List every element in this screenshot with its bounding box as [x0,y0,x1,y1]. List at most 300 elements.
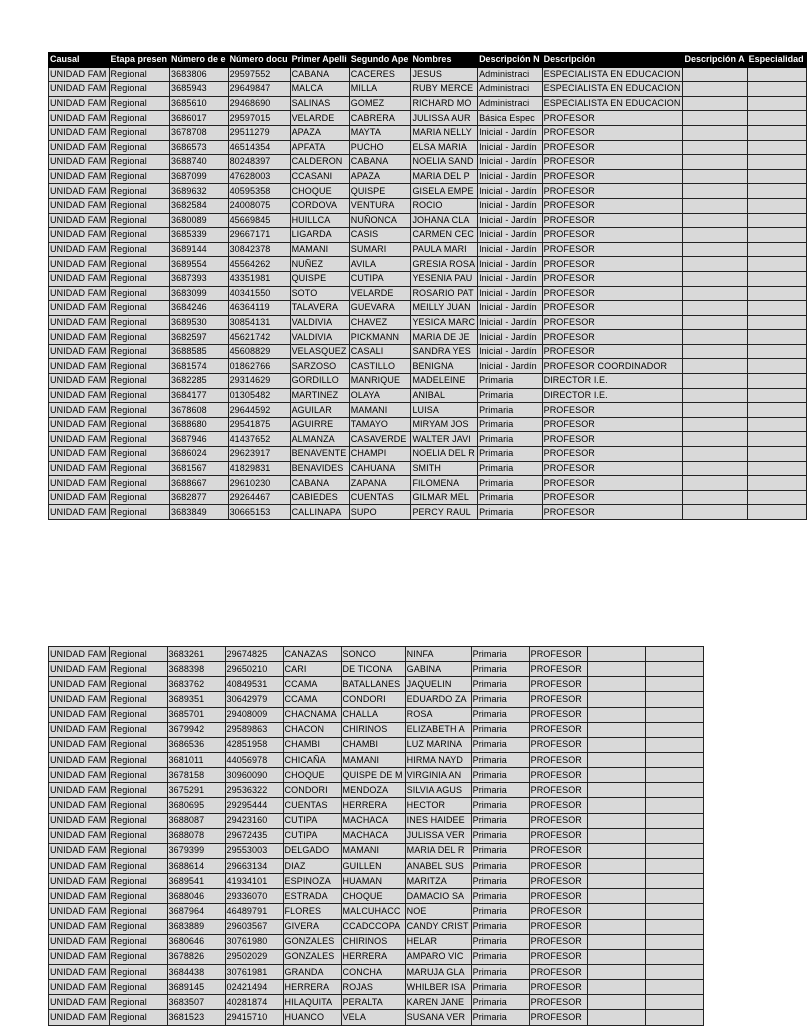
table-cell[interactable]: UNIDAD FAM [49,344,110,359]
table-cell[interactable] [683,228,747,243]
table-cell[interactable]: OLAYA [349,388,411,403]
table-cell[interactable] [747,140,806,155]
table-cell[interactable]: Primaria [471,813,529,828]
table-cell[interactable] [645,813,703,828]
table-cell[interactable]: GRANDA [283,964,341,979]
table-cell[interactable] [683,315,747,330]
table-cell[interactable]: UNIDAD FAM [49,125,110,140]
table-cell[interactable]: MAMANI [341,843,405,858]
table-cell[interactable]: Inicial - Jardín [478,213,543,228]
table-cell[interactable]: 41829831 [228,461,290,476]
table-cell[interactable]: CANAZAS [283,647,341,662]
table-cell[interactable] [683,461,747,476]
table-cell[interactable]: MEILLY JUAN [411,301,478,316]
table-cell[interactable]: Regional [109,828,167,843]
table-cell[interactable]: Regional [109,169,170,184]
table-cell[interactable]: UNIDAD FAM [49,169,110,184]
table-cell[interactable]: 01862766 [228,359,290,374]
table-cell[interactable]: YESICA MARC [411,315,478,330]
table-cell[interactable]: RUBY MERCE [411,82,478,97]
table-cell[interactable] [683,213,747,228]
table-cell[interactable] [683,374,747,389]
table-cell[interactable] [645,677,703,692]
table-cell[interactable] [645,949,703,964]
table-cell[interactable]: UNIDAD FAM [49,889,110,904]
column-header[interactable]: Descripción A [683,53,747,68]
table-cell[interactable]: PROFESOR [529,798,587,813]
table-cell[interactable] [747,67,806,82]
table-cell[interactable]: CASAVERDE [349,432,411,447]
table-cell[interactable]: Inicial - Jardín [478,315,543,330]
table-cell[interactable]: Regional [109,67,170,82]
table-cell[interactable]: 29597552 [228,67,290,82]
column-header[interactable]: Número docu [228,53,290,68]
table-cell[interactable]: 30960090 [225,768,283,783]
table-cell[interactable]: 29541875 [228,417,290,432]
table-cell[interactable]: 3685943 [170,82,229,97]
table-cell[interactable]: UNIDAD FAM [49,155,110,170]
table-cell[interactable]: PROFESOR [529,707,587,722]
table-cell[interactable]: Regional [109,662,167,677]
table-cell[interactable]: KAREN JANE [405,995,471,1010]
table-cell[interactable]: VALDIVIA [290,315,349,330]
table-cell[interactable]: CHACON [283,722,341,737]
table-cell[interactable]: QUISPE DE M [341,768,405,783]
table-cell[interactable] [683,140,747,155]
table-cell[interactable]: 24008075 [228,198,290,213]
table-cell[interactable]: Primaria [478,476,543,491]
table-cell[interactable]: JAQUELIN [405,677,471,692]
table-cell[interactable]: Inicial - Jardín [478,271,543,286]
table-cell[interactable]: TAMAYO [349,417,411,432]
table-cell[interactable]: Regional [109,447,170,462]
table-cell[interactable]: AMPARO VIC [405,949,471,964]
table-cell[interactable]: 29623917 [228,447,290,462]
table-cell[interactable]: UNIDAD FAM [49,140,110,155]
table-cell[interactable] [587,1010,645,1025]
table-cell[interactable]: Administraci [478,67,543,82]
table-cell[interactable]: PROFESOR [529,980,587,995]
table-cell[interactable]: 3682285 [170,374,229,389]
table-cell[interactable] [683,403,747,418]
table-cell[interactable] [645,737,703,752]
table-cell[interactable]: PROFESOR [529,964,587,979]
table-cell[interactable]: 44056978 [225,752,283,767]
table-cell[interactable]: Básica Espec [478,111,543,126]
table-cell[interactable]: PROFESOR [542,286,683,301]
table-cell[interactable]: MALCA [290,82,349,97]
table-cell[interactable]: 3689145 [167,980,225,995]
table-cell[interactable]: DE TICONA [341,662,405,677]
table-cell[interactable]: APAZA [349,169,411,184]
table-cell[interactable]: DIAZ [283,858,341,873]
table-cell[interactable]: ROSARIO PAT [411,286,478,301]
table-cell[interactable]: ESPECIALISTA EN EDUCACION [542,82,683,97]
table-cell[interactable]: Administraci [478,82,543,97]
table-cell[interactable]: Regional [109,155,170,170]
table-cell[interactable]: Regional [109,677,167,692]
table-cell[interactable]: 3685610 [170,96,229,111]
table-cell[interactable]: 3689541 [167,874,225,889]
table-cell[interactable]: UNIDAD FAM [49,111,110,126]
table-cell[interactable]: Primaria [471,934,529,949]
table-cell[interactable]: ROJAS [341,980,405,995]
table-cell[interactable] [587,964,645,979]
table-cell[interactable]: CABANA [290,476,349,491]
table-cell[interactable] [683,257,747,272]
table-cell[interactable]: HUILLCA [290,213,349,228]
table-cell[interactable] [747,374,806,389]
table-cell[interactable]: 3689530 [170,315,229,330]
table-cell[interactable]: DAMACIO SA [405,889,471,904]
table-cell[interactable] [587,980,645,995]
table-cell[interactable]: UNIDAD FAM [49,919,110,934]
table-cell[interactable]: UNIDAD FAM [49,461,110,476]
table-cell[interactable]: Primaria [471,980,529,995]
table-cell[interactable]: 29650210 [225,662,283,677]
table-cell[interactable]: VELARDE [349,286,411,301]
table-cell[interactable]: BENAVIDES [290,461,349,476]
table-cell[interactable]: AGUIRRE [290,417,349,432]
table-cell[interactable] [747,432,806,447]
table-cell[interactable]: HIRMA NAYD [405,752,471,767]
table-cell[interactable]: UNIDAD FAM [49,874,110,889]
table-cell[interactable]: Primaria [471,964,529,979]
table-cell[interactable] [587,813,645,828]
table-cell[interactable]: 45621742 [228,330,290,345]
table-cell[interactable]: Regional [109,374,170,389]
table-cell[interactable] [683,359,747,374]
table-cell[interactable] [587,919,645,934]
table-cell[interactable]: PROFESOR [542,490,683,505]
table-cell[interactable]: CASALI [349,344,411,359]
table-cell[interactable] [587,798,645,813]
table-cell[interactable]: 29536322 [225,783,283,798]
table-cell[interactable]: 3688398 [167,662,225,677]
table-cell[interactable]: 3689144 [170,242,229,257]
table-cell[interactable]: UNIDAD FAM [49,798,110,813]
table-cell[interactable]: 3682584 [170,198,229,213]
table-cell[interactable]: Primaria [471,889,529,904]
table-cell[interactable]: UNIDAD FAM [49,432,110,447]
table-cell[interactable]: PROFESOR [529,874,587,889]
column-header[interactable]: Segundo Ape [349,53,411,68]
table-cell[interactable]: PROFESOR [529,677,587,692]
table-cell[interactable]: Primaria [471,783,529,798]
table-cell[interactable]: JULISSA VER [405,828,471,843]
table-cell[interactable]: 3678158 [167,768,225,783]
table-cell[interactable]: Primaria [478,447,543,462]
table-cell[interactable]: CHIRINOS [341,934,405,949]
table-cell[interactable]: Regional [109,198,170,213]
table-cell[interactable]: PROFESOR [529,722,587,737]
table-cell[interactable]: 3686017 [170,111,229,126]
table-cell[interactable]: 30842378 [228,242,290,257]
table-cell[interactable]: 41934101 [225,874,283,889]
table-cell[interactable]: LIGARDA [290,228,349,243]
table-cell[interactable]: Regional [109,286,170,301]
table-cell[interactable]: ANIBAL [411,388,478,403]
table-cell[interactable]: PROFESOR [542,242,683,257]
table-cell[interactable] [645,934,703,949]
table-cell[interactable]: ELIZABETH A [405,722,471,737]
table-cell[interactable]: UNIDAD FAM [49,82,110,97]
table-cell[interactable]: 3688614 [167,858,225,873]
table-cell[interactable]: Regional [109,768,167,783]
table-cell[interactable]: 29502029 [225,949,283,964]
column-header[interactable]: Especialidad [747,53,806,68]
table-cell[interactable]: 29314629 [228,374,290,389]
table-cell[interactable]: VIRGINIA AN [405,768,471,783]
table-cell[interactable] [683,82,747,97]
table-cell[interactable]: MARIA NELLY [411,125,478,140]
table-cell[interactable]: Primaria [471,677,529,692]
table-cell[interactable]: HECTOR [405,798,471,813]
table-cell[interactable]: 45564262 [228,257,290,272]
table-cell[interactable]: QUISPE [290,271,349,286]
table-cell[interactable]: 3682877 [170,490,229,505]
table-cell[interactable]: GONZALES [283,934,341,949]
table-cell[interactable]: 3687099 [170,169,229,184]
table-cell[interactable]: Primaria [478,505,543,520]
table-cell[interactable] [747,505,806,520]
table-cell[interactable]: PROFESOR [529,662,587,677]
table-cell[interactable]: 46514354 [228,140,290,155]
table-cell[interactable]: 29511279 [228,125,290,140]
table-cell[interactable]: PROFESOR [542,140,683,155]
table-cell[interactable] [683,67,747,82]
table-cell[interactable]: Regional [109,889,167,904]
table-cell[interactable] [587,783,645,798]
table-cell[interactable]: MARTINEZ [290,388,349,403]
table-cell[interactable]: 29674825 [225,647,283,662]
table-cell[interactable]: GUILLEN [341,858,405,873]
table-cell[interactable]: HUANCO [283,1010,341,1025]
table-cell[interactable]: UNIDAD FAM [49,286,110,301]
table-cell[interactable]: PROFESOR [542,403,683,418]
table-cell[interactable]: UNIDAD FAM [49,67,110,82]
table-cell[interactable] [683,184,747,199]
table-cell[interactable]: 29408009 [225,707,283,722]
table-cell[interactable]: 3687964 [167,904,225,919]
table-cell[interactable]: Primaria [471,858,529,873]
table-cell[interactable]: UNIDAD FAM [49,783,110,798]
table-cell[interactable]: Primaria [471,995,529,1010]
table-cell[interactable]: Regional [109,752,167,767]
table-cell[interactable]: SUPO [349,505,411,520]
table-cell[interactable]: FLORES [283,904,341,919]
table-cell[interactable] [587,722,645,737]
table-cell[interactable] [747,96,806,111]
table-cell[interactable]: ESTRADA [283,889,341,904]
table-cell[interactable]: 29603567 [225,919,283,934]
table-cell[interactable]: Regional [109,737,167,752]
table-cell[interactable]: 3683261 [167,647,225,662]
table-cell[interactable]: GRESIA ROSA [411,257,478,272]
table-cell[interactable]: GONZALES [283,949,341,964]
table-cell[interactable]: JESUS [411,67,478,82]
table-cell[interactable]: Inicial - Jardín [478,301,543,316]
table-cell[interactable] [587,677,645,692]
table-cell[interactable]: CHALLA [341,707,405,722]
table-cell[interactable]: 30761980 [225,934,283,949]
table-cell[interactable]: Primaria [471,707,529,722]
table-cell[interactable] [747,286,806,301]
table-cell[interactable]: 45608829 [228,344,290,359]
table-cell[interactable] [683,271,747,286]
table-cell[interactable]: Regional [109,184,170,199]
table-cell[interactable] [683,198,747,213]
table-cell[interactable]: Regional [109,1010,167,1025]
table-cell[interactable] [645,692,703,707]
table-cell[interactable]: 41437652 [228,432,290,447]
table-cell[interactable]: CCADCCOPA [341,919,405,934]
table-cell[interactable]: GUEVARA [349,301,411,316]
table-cell[interactable]: Inicial - Jardín [478,140,543,155]
table-cell[interactable]: 29415710 [225,1010,283,1025]
table-cell[interactable]: PROFESOR [529,692,587,707]
table-cell[interactable]: Regional [109,242,170,257]
table-cell[interactable]: Primaria [478,403,543,418]
table-cell[interactable] [645,858,703,873]
table-cell[interactable] [645,752,703,767]
table-cell[interactable]: Primaria [471,647,529,662]
table-cell[interactable]: 29610230 [228,476,290,491]
table-cell[interactable] [587,995,645,1010]
table-cell[interactable]: UNIDAD FAM [49,257,110,272]
table-cell[interactable] [587,707,645,722]
table-cell[interactable]: UNIDAD FAM [49,374,110,389]
table-cell[interactable]: Inicial - Jardín [478,125,543,140]
table-cell[interactable]: Regional [109,271,170,286]
table-cell[interactable] [645,798,703,813]
table-cell[interactable] [683,447,747,462]
table-cell[interactable]: Inicial - Jardín [478,286,543,301]
table-cell[interactable]: 46489791 [225,904,283,919]
table-cell[interactable]: PROFESOR [529,813,587,828]
table-cell[interactable]: PROFESOR [542,432,683,447]
table-cell[interactable]: Inicial - Jardín [478,330,543,345]
table-cell[interactable]: CUENTAS [349,490,411,505]
table-cell[interactable]: Regional [109,315,170,330]
table-cell[interactable]: CARI [283,662,341,677]
table-cell[interactable]: VELASQUEZ [290,344,349,359]
table-cell[interactable]: CUENTAS [283,798,341,813]
table-cell[interactable]: Regional [109,505,170,520]
table-cell[interactable] [645,919,703,934]
table-cell[interactable]: CASIS [349,228,411,243]
table-cell[interactable]: Inicial - Jardín [478,359,543,374]
table-cell[interactable]: UNIDAD FAM [49,315,110,330]
table-cell[interactable] [683,169,747,184]
table-cell[interactable] [587,904,645,919]
table-cell[interactable]: MALCUHACC [341,904,405,919]
table-cell[interactable]: SANDRA YES [411,344,478,359]
table-cell[interactable]: 3689554 [170,257,229,272]
table-cell[interactable]: 3681523 [167,1010,225,1025]
table-cell[interactable]: MARITZA [405,874,471,889]
table-cell[interactable]: HERRERA [283,980,341,995]
table-cell[interactable]: 45669845 [228,213,290,228]
table-cell[interactable]: 3678708 [170,125,229,140]
table-cell[interactable]: VELA [341,1010,405,1025]
table-cell[interactable]: UNIDAD FAM [49,980,110,995]
table-cell[interactable]: APAZA [290,125,349,140]
table-cell[interactable]: 30854131 [228,315,290,330]
table-cell[interactable] [587,889,645,904]
table-cell[interactable]: ESPINOZA [283,874,341,889]
table-cell[interactable]: Regional [109,904,167,919]
table-cell[interactable]: NOELIA DEL R [411,447,478,462]
table-cell[interactable]: 40849531 [225,677,283,692]
table-cell[interactable] [683,417,747,432]
table-cell[interactable]: Regional [109,490,170,505]
column-header[interactable]: Número de e [170,53,229,68]
table-cell[interactable]: CHAMPI [349,447,411,462]
table-cell[interactable]: Primaria [471,752,529,767]
table-cell[interactable]: SMITH [411,461,478,476]
table-cell[interactable] [587,934,645,949]
table-cell[interactable]: PERALTA [341,995,405,1010]
table-cell[interactable]: 3684438 [167,964,225,979]
column-header[interactable]: Causal [49,53,110,68]
table-cell[interactable] [587,828,645,843]
table-cell[interactable]: SOTO [290,286,349,301]
table-cell[interactable]: UNIDAD FAM [49,707,110,722]
table-cell[interactable]: 3688680 [170,417,229,432]
table-cell[interactable]: UNIDAD FAM [49,904,110,919]
table-cell[interactable] [747,330,806,345]
table-cell[interactable]: PROFESOR [529,858,587,873]
table-cell[interactable]: UNIDAD FAM [49,828,110,843]
table-cell[interactable]: Regional [109,949,167,964]
table-cell[interactable]: Primaria [478,417,543,432]
table-cell[interactable]: Primaria [471,904,529,919]
table-cell[interactable]: UNIDAD FAM [49,843,110,858]
table-cell[interactable]: 29672435 [225,828,283,843]
table-cell[interactable]: Regional [109,403,170,418]
table-cell[interactable] [747,82,806,97]
table-cell[interactable]: JULISSA AUR [411,111,478,126]
table-cell[interactable]: 3680089 [170,213,229,228]
table-cell[interactable]: 3679942 [167,722,225,737]
table-cell[interactable] [683,301,747,316]
table-cell[interactable]: MANRIQUE [349,374,411,389]
table-cell[interactable]: PROFESOR [542,257,683,272]
table-cell[interactable] [747,111,806,126]
table-cell[interactable]: Regional [109,82,170,97]
table-cell[interactable]: CABIEDES [290,490,349,505]
table-cell[interactable]: 3688585 [170,344,229,359]
table-cell[interactable]: Regional [109,461,170,476]
table-cell[interactable]: GILMAR MEL [411,490,478,505]
table-cell[interactable]: PROFESOR COORDINADOR [542,359,683,374]
table-cell[interactable] [587,768,645,783]
table-cell[interactable]: 3688046 [167,889,225,904]
table-cell[interactable]: Inicial - Jardín [478,155,543,170]
table-cell[interactable]: 40341550 [228,286,290,301]
table-cell[interactable]: 29553003 [225,843,283,858]
table-cell[interactable]: PROFESOR [542,155,683,170]
table-cell[interactable]: CONDORI [283,783,341,798]
table-cell[interactable] [683,432,747,447]
table-cell[interactable]: CANDY CRIST [405,919,471,934]
table-cell[interactable]: CHACNAMA [283,707,341,722]
table-cell[interactable]: GORDILLO [290,374,349,389]
table-cell[interactable]: GABINA [405,662,471,677]
table-cell[interactable]: FILOMENA [411,476,478,491]
table-cell[interactable]: UNIDAD FAM [49,737,110,752]
